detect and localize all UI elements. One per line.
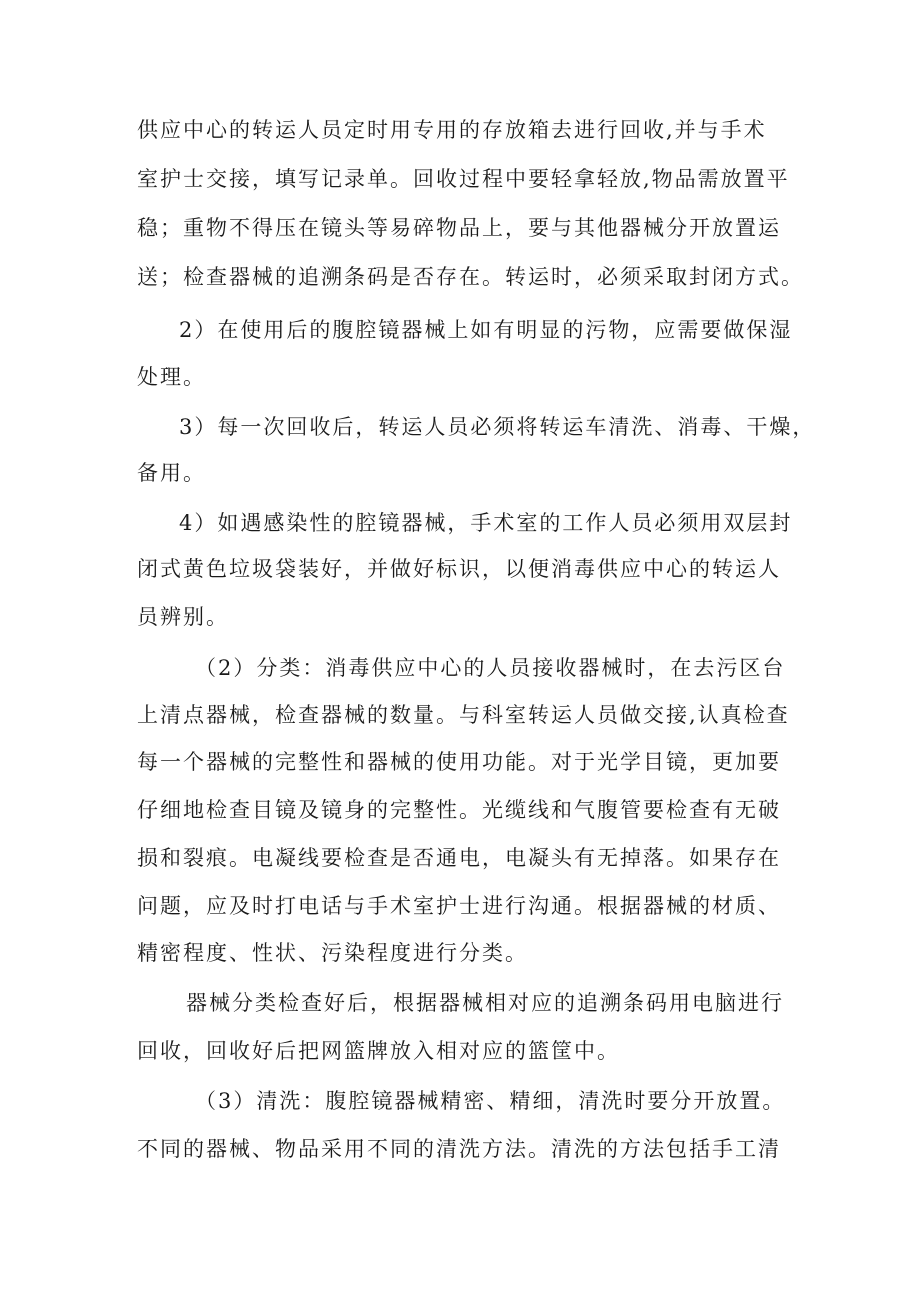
- text-line: （2）分类：消毒供应中心的人员接收器械时，在去污区台: [195, 656, 786, 680]
- text-line: 4）如遇感染性的腔镜器械，手术室的工作人员必须用双层封: [179, 511, 793, 535]
- text-line: 送；检查器械的追溯条码是否存在。转运时，必须采取封闭方式。: [137, 265, 804, 289]
- text-line: 室护士交接，填写记录单。回收过程中要轻拿轻放,物品需放置平: [137, 167, 790, 191]
- text-line: 上清点器械，检查器械的数量。与科室转运人员做交接,认真检查: [137, 703, 790, 727]
- text-line: 备用。: [137, 461, 206, 485]
- text-line: 2）在使用后的腹腔镜器械上如有明显的污物，应需要做保湿: [179, 318, 793, 342]
- text-line: 3）每一次回收后，转运人员必须将转运车清洗、消毒、干燥，: [179, 415, 816, 439]
- text-line: 处理。: [137, 365, 206, 389]
- text-line: 每一个器械的完整性和器械的使用功能。对于光学目镜，更加要: [137, 750, 781, 774]
- text-line: 器械分类检查好后，根据器械相对应的追溯条码用电脑进行: [186, 991, 784, 1015]
- text-line: 仔细地检查目镜及镜身的完整性。光缆线和气腹管要检查有无破: [137, 798, 781, 822]
- text-line: 精密程度、性状、污染程度进行分类。: [137, 941, 528, 965]
- text-line: 闭式黄色垃圾袋装好，并做好标识，以便消毒供应中心的转运人: [137, 557, 781, 581]
- text-line: 问题，应及时打电话与手术室护士进行沟通。根据器械的材质、: [137, 894, 781, 918]
- text-line: 损和裂痕。电凝线要检查是否通电，电凝头有无掉落。如果存在: [137, 846, 781, 870]
- text-line: 回收，回收好后把网篮牌放入相对应的篮筐中。: [137, 1039, 620, 1063]
- text-line: 不同的器械、物品采用不同的清洗方法。清洗的方法包括手工清: [137, 1137, 781, 1161]
- text-line: 员辨别。: [137, 605, 229, 629]
- text-line: （3）清洗：腹腔镜器械精密、精细，清洗时要分开放置。: [195, 1089, 786, 1113]
- text-line: 供应中心的转运人员定时用专用的存放箱去进行回收,并与手术: [137, 118, 767, 142]
- text-line: 稳；重物不得压在镜头等易碎物品上，要与其他器械分开放置运: [137, 216, 781, 240]
